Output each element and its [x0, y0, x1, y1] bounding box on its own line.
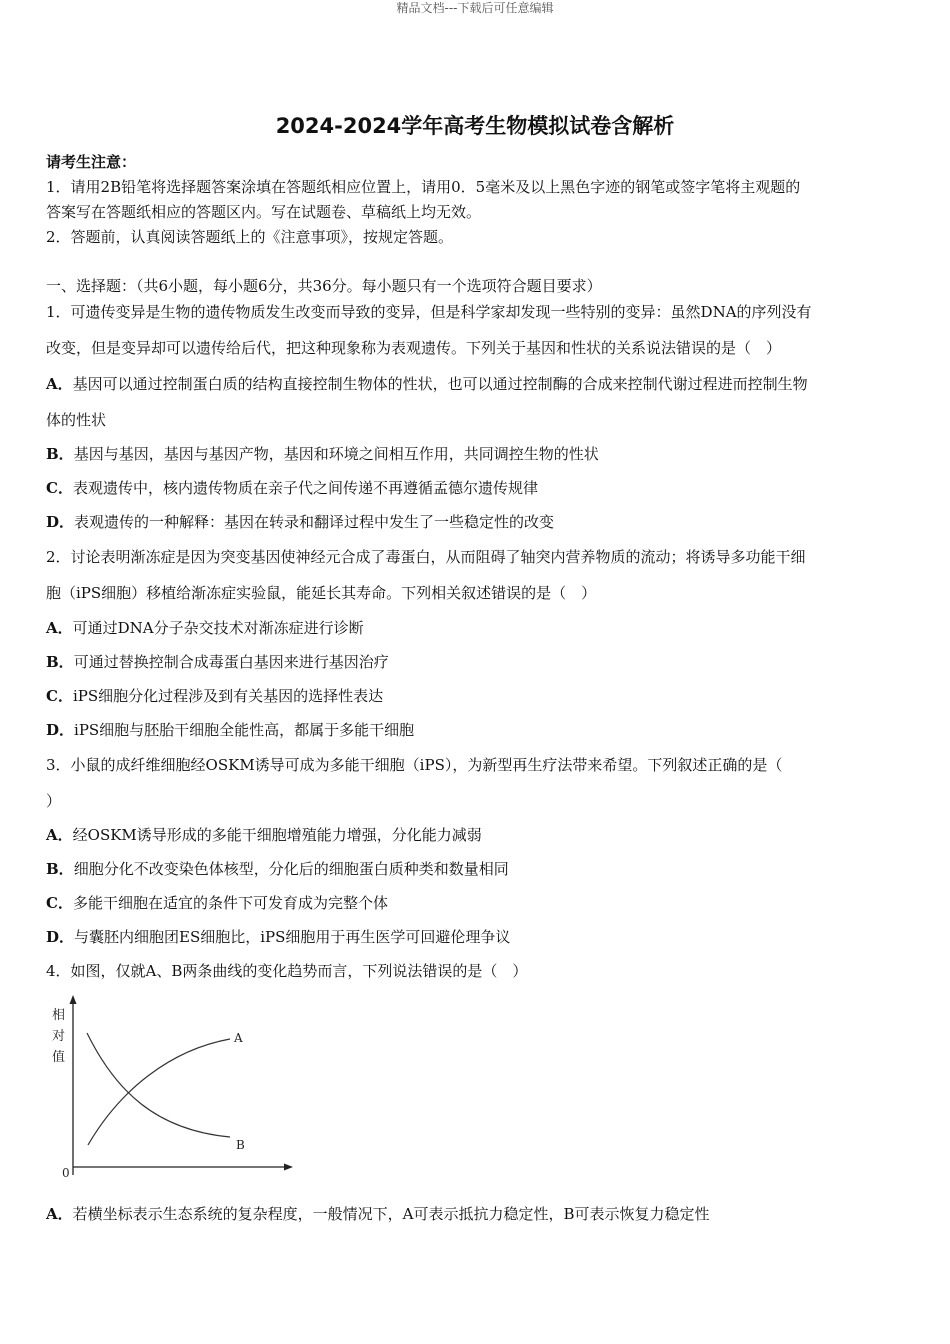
option-text: 多能干细胞在适宜的条件下可发育成为完整个体	[72, 894, 388, 912]
option-letter: C．	[46, 894, 73, 912]
question-2-option-d	[46, 720, 414, 740]
question-3-stem: 3．小鼠的成纤维细胞经OSKM诱导可成为多能干细胞（iPS），为新型再生疗法带来希望。下列叙述正确的是（	[46, 756, 783, 774]
question-1-option-b	[46, 444, 599, 464]
option-letter: A．	[46, 375, 73, 393]
question-4-option-a	[46, 1204, 710, 1224]
option-letter: D．	[46, 928, 75, 946]
question-3-option-b	[46, 859, 509, 879]
option-text: 基因可以通过控制蛋白质的结构直接控制生物体的性状，也可以通过控制酶的合成来控制代谢过程进而控制生物	[72, 375, 808, 393]
curve-b	[87, 1033, 230, 1137]
origin-label: 0	[62, 1166, 70, 1180]
page-title: 2024-2024学年高考生物模拟试卷含解析	[275, 114, 675, 138]
x-axis-arrow	[284, 1164, 293, 1171]
y-axis-label: 值	[52, 1050, 66, 1065]
option-letter: B．	[46, 653, 74, 671]
notice-heading: 请考生注意：	[46, 153, 137, 171]
question-3-option-c	[46, 893, 388, 913]
question-3-stem: ）	[46, 792, 62, 810]
option-letter: A．	[46, 1205, 73, 1223]
notice-line: 答案写在答题纸相应的答题区内。写在试题卷、草稿纸上均无效。	[46, 203, 482, 221]
curve-a-label: A	[234, 1031, 243, 1045]
option-letter: D．	[46, 513, 75, 531]
question-1-option-a-cont: 体的性状	[46, 411, 107, 429]
option-text: iPS细胞与胚胎干细胞全能性高，都属于多能干细胞	[74, 721, 415, 739]
question-3-option-a	[46, 825, 482, 845]
option-letter: B．	[46, 445, 74, 463]
question-1-option-a	[46, 374, 808, 394]
option-text: 基因与基因，基因与基因产物，基因和环境之间相互作用，共同调控生物的性状	[73, 445, 599, 463]
option-letter: C．	[46, 687, 73, 705]
curve-b-label: B	[236, 1138, 245, 1152]
curve-figure	[40, 995, 310, 1185]
question-2-option-c	[46, 686, 383, 706]
page-header: 精品文档---下载后可任意编辑	[396, 1, 554, 15]
option-text: 可通过DNA分子杂交技术对渐冻症进行诊断	[72, 619, 364, 637]
question-1-stem: 改变，但是变异却可以遗传给后代，把这种现象称为表观遗传。下列关于基因和性状的关系说法错误的是（ ）	[46, 339, 782, 357]
question-1-option-c	[46, 478, 538, 498]
notice-line: 2．答题前，认真阅读答题纸上的《注意事项》，按规定答题。	[46, 228, 454, 246]
option-text: iPS细胞分化过程涉及到有关基因的选择性表达	[72, 687, 384, 705]
question-1-stem: 1．可遗传变异是生物的遗传物质发生改变而导致的变异，但是科学家却发现一些特别的变异：虽然DNA的序列没有	[46, 303, 812, 321]
question-1-option-d	[46, 512, 554, 532]
option-text: 与囊胚内细胞团ES细胞比，iPS细胞用于再生医学可回避伦理争议	[74, 928, 511, 946]
option-letter: D．	[46, 721, 75, 739]
option-letter: B．	[46, 860, 74, 878]
option-text: 表观遗传中，核内遗传物质在亲子代之间传递不再遵循孟德尔遗传规律	[72, 479, 538, 497]
section-heading: 一、选择题：（共6小题，每小题6分，共36分。每小题只有一个选项符合题目要求）	[46, 277, 602, 295]
option-letter: A．	[46, 619, 73, 637]
option-text: 细胞分化不改变染色体核型，分化后的细胞蛋白质种类和数量相同	[73, 860, 509, 878]
option-text: 若横坐标表示生态系统的复杂程度，一般情况下，A可表示抵抗力稳定性，B可表示恢复力稳定性	[72, 1205, 710, 1223]
option-text: 经OSKM诱导形成的多能干细胞增殖能力增强，分化能力减弱	[72, 826, 482, 844]
option-text: 可通过替换控制合成毒蛋白基因来进行基因治疗	[73, 653, 389, 671]
y-axis-label: 对	[52, 1029, 66, 1044]
question-2-stem: 2．讨论表明渐冻症是因为突变基因使神经元合成了毒蛋白，从而阻碍了轴突内营养物质的流动；将诱导多功能干细	[46, 548, 806, 566]
option-letter: C．	[46, 479, 73, 497]
question-2-option-a	[46, 618, 364, 638]
notice-line: 1．请用2B铅笔将选择题答案涂填在答题纸相应位置上，请用0．5毫米及以上黑色字迹的钢笔或签字笔将主观题的	[46, 178, 801, 196]
question-2-option-b	[46, 652, 389, 672]
option-text: 表观遗传的一种解释：基因在转录和翻译过程中发生了一些稳定性的改变	[74, 513, 555, 531]
question-2-stem: 胞（iPS细胞）移植给渐冻症实验鼠，能延长其寿命。下列相关叙述错误的是（ ）	[46, 584, 597, 602]
y-axis-label: 相	[52, 1008, 66, 1023]
question-4-stem: 4．如图，仅就A、B两条曲线的变化趋势而言，下列说法错误的是（ ）	[46, 962, 528, 980]
y-axis-arrow	[70, 995, 77, 1004]
question-3-option-d	[46, 927, 510, 947]
curve-a	[88, 1039, 230, 1145]
option-letter: A．	[46, 826, 73, 844]
